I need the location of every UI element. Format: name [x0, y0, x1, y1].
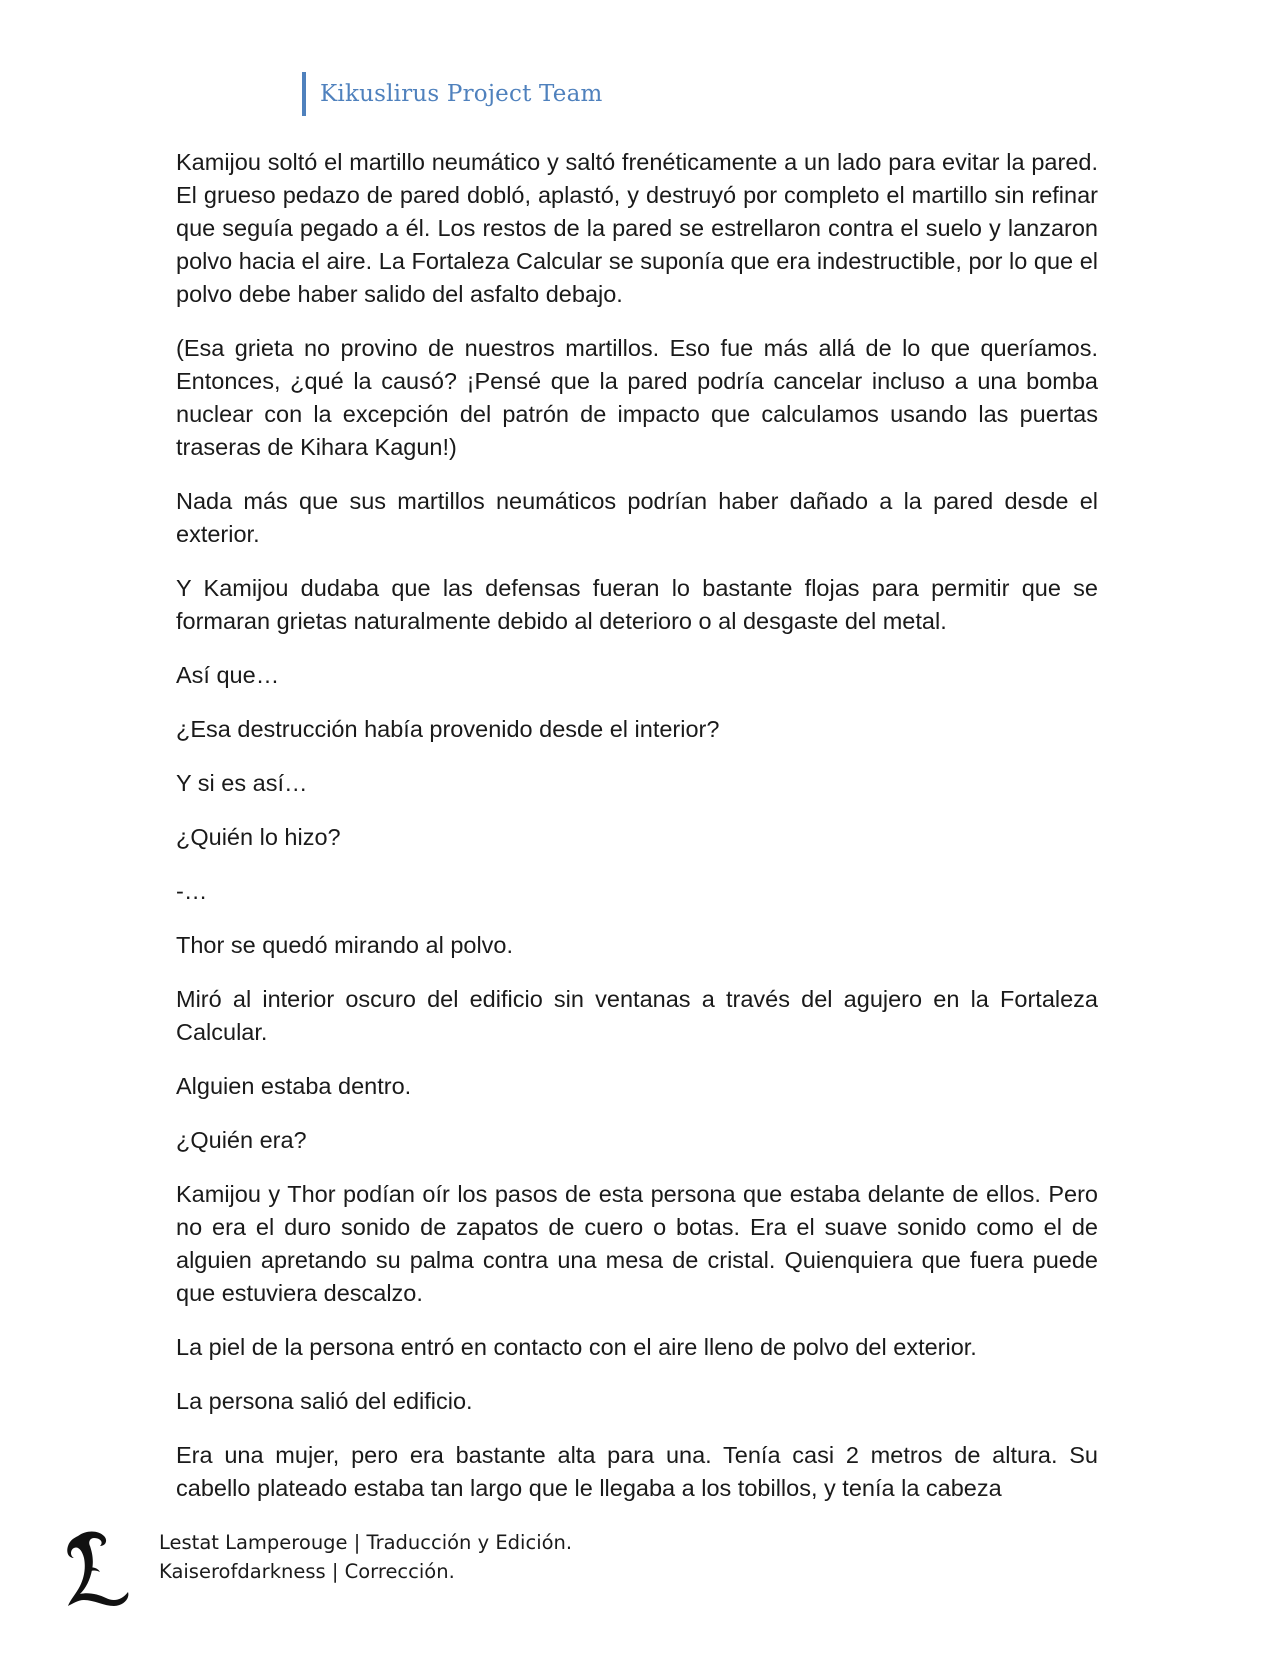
paragraph: La persona salió del edificio. — [176, 1388, 473, 1414]
paragraph: ¿Quién lo hizo? — [176, 824, 341, 850]
paragraph: Kamijou y Thor podían oír los pasos de esta persona que estaba delante de ellos. Pero no era el duro sonido de zapatos de cuero o botas. Era el suave sonido como el de alguien apretando su palma contra una mesa de cristal. Quienquiera que fuera puede que estuviera descalzo. — [176, 1181, 1098, 1306]
paragraph: Miró al interior oscuro del edificio sin ventanas a través del agujero en la Fortaleza Calcular. — [176, 986, 1098, 1045]
gothic-l-logo-icon — [64, 1528, 134, 1608]
paragraph: ¿Esa destrucción había provenido desde el interior? — [176, 716, 720, 742]
page-footer — [64, 1528, 1214, 1638]
paragraph: Y si es así… — [176, 770, 308, 796]
paragraph: Y Kamijou dudaba que las defensas fueran lo bastante flojas para permitir que se formaran grietas naturalmente debido al deterioro o al desgaste del metal. — [176, 575, 1098, 634]
paragraph: La piel de la persona entró en contacto con el aire lleno de polvo del exterior. — [176, 1334, 977, 1360]
paragraph: Era una mujer, pero era bastante alta para una. Tenía casi 2 metros de altura. Su cabello plateado estaba tan largo que le llegaba a los tobillos, y tenía la cabeza — [176, 1442, 1098, 1501]
footer-credit-correction: Kaiserofdarkness | Corrección. — [159, 1560, 455, 1583]
paragraph: Thor se quedó mirando al polvo. — [176, 932, 514, 958]
page-header — [302, 72, 603, 116]
paragraph: Alguien estaba dentro. — [176, 1073, 412, 1099]
paragraph: -… — [176, 878, 208, 904]
header-title: Kikuslirus Project Team — [320, 81, 603, 107]
paragraph: Así que… — [176, 662, 280, 688]
footer-credit-translation: Lestat Lamperouge | Traducción y Edición. — [159, 1531, 573, 1554]
document-body — [176, 146, 1098, 1526]
paragraph: Nada más que sus martillos neumáticos podrían haber dañado a la pared desde el exterior. — [176, 488, 1098, 547]
paragraph: (Esa grieta no provino de nuestros martillos. Eso fue más allá de lo que queríamos. Entonces, ¿qué la causó? ¡Pensé que la pared podría cancelar incluso a una bomba nuclear con la excepción del patrón de impacto que calculamos usando las puertas traseras de Kihara Kagun!) — [176, 335, 1098, 460]
footer-credits — [159, 1528, 572, 1586]
paragraph: ¿Quién era? — [176, 1127, 307, 1153]
paragraph: Kamijou soltó el martillo neumático y saltó frenéticamente a un lado para evitar la pared. El grueso pedazo de pared dobló, aplastó, y destruyó por completo el martillo sin refinar que seguía pegado a él. Los restos de la pared se estrellaron contra el suelo y lanzaron polvo hacia el aire. La Fortaleza Calcular se suponía que era indestructible, por lo que el polvo debe haber salido del asfalto debajo. — [176, 149, 1098, 307]
